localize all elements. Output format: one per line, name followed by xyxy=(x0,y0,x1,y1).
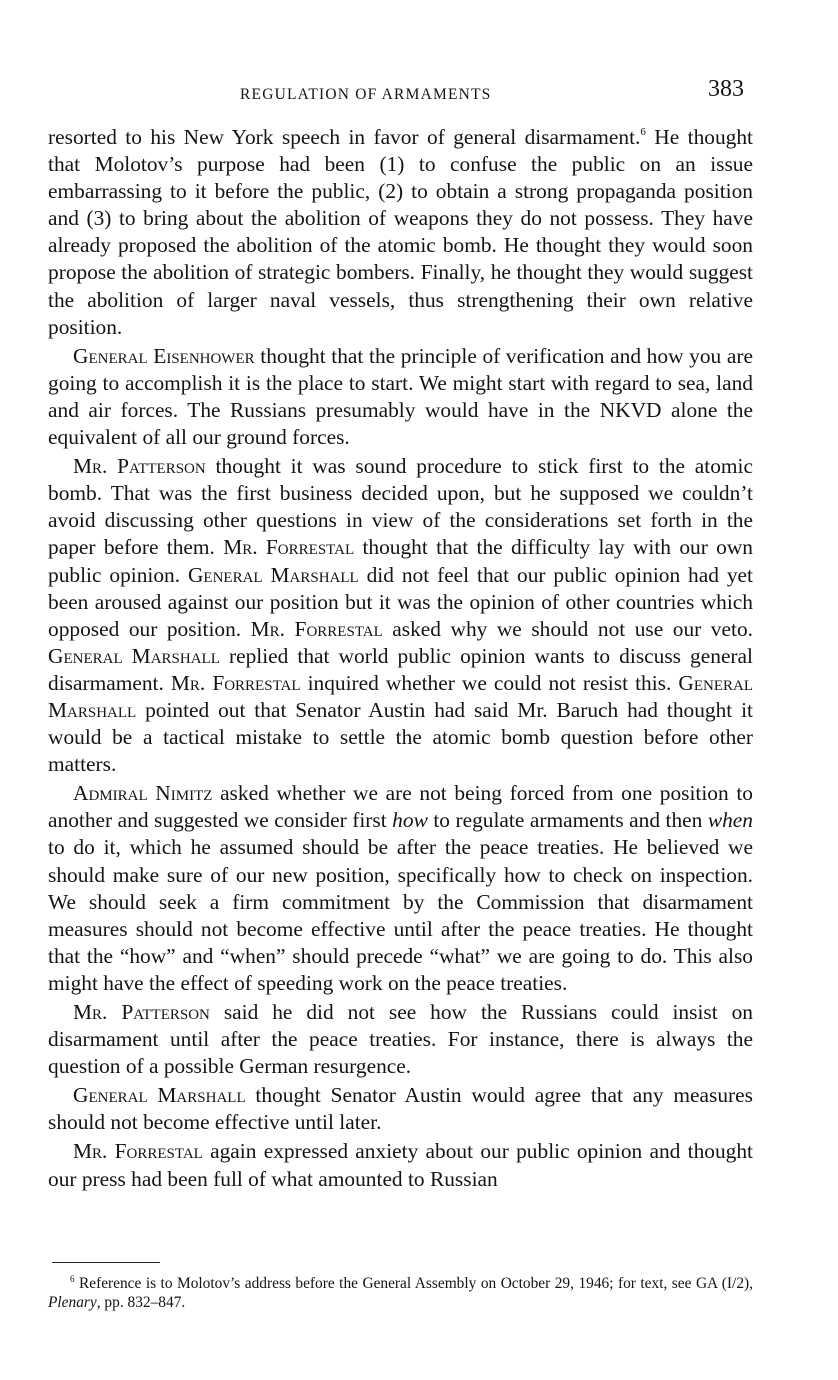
text-run: said he did not see how the Russians could insist on disarmament until after the peace treaties. For instance, there is always the question of a possible German resurgence. xyxy=(48,1000,753,1079)
footnote-marker: 6 xyxy=(70,1274,75,1284)
speaker-name: General Marshall xyxy=(48,643,220,668)
text-run: , pp. 832–847. xyxy=(96,1294,186,1311)
speaker-name: General Marshall xyxy=(48,670,753,722)
page-number: 383 xyxy=(708,76,744,102)
italic-text: Plenary xyxy=(48,1294,97,1311)
text-run: Reference is to Molotov’s address before the General Assembly on October 29, 1946; for text, see GA (I/2), xyxy=(74,1275,753,1292)
text-run: He thought that Molotov’s purpose had been (1) to confuse the public on an issue embarrassing to it before the public, (2) to obtain a strong propaganda position and (3) to bring about the abolition of weapons they do not possess. They have already proposed the abolition of the atomic bomb. He thought they would soon propose the abolition of strategic bombers. Finally, he thought they would suggest the abolition of larger naval vessels, thus strengthening their own relative position. xyxy=(48,125,753,339)
speaker-name: General Eisenhower xyxy=(73,343,255,368)
text-run: asked why we should not use our veto. xyxy=(382,616,753,641)
italic-text: how xyxy=(392,808,428,833)
paragraph xyxy=(48,780,753,997)
paragraph xyxy=(48,453,753,778)
text-run: thought that the principle of verification and how you are going to accomplish it is the place to start. We might start with regard to sea, land and air forces. The Russians presumably would have in the NKVD alone the equivalent of all our ground forces. xyxy=(48,343,753,450)
paragraph xyxy=(48,124,753,341)
speaker-name: Mr. Patterson xyxy=(73,1000,210,1024)
text-run: thought it was sound procedure to stick first to the atomic bomb. That was the first business decided upon, but he supposed we couldn’t avoid discussing other questions in view of the considerations set forth in the paper before them. xyxy=(48,454,753,560)
text-run: to regulate armaments and then xyxy=(427,808,708,833)
text-run: thought that the difficulty lay with our own public opinion. xyxy=(48,535,754,587)
text-run: did not feel that our public opinion had yet been aroused against our position but it was the opinion of other countries which opposed our position. xyxy=(48,562,753,641)
paragraph xyxy=(48,343,753,451)
speaker-name: General Marshall xyxy=(187,562,359,587)
speaker-name: Mr. Patterson xyxy=(73,454,206,479)
speaker-name: Mr. Forrestal xyxy=(73,1139,203,1164)
running-head xyxy=(0,76,838,112)
speaker-name: Mr. Forrestal xyxy=(170,670,301,695)
text-run: resorted to his New York speech in favor of general disarmament. xyxy=(48,125,641,149)
footnote xyxy=(48,1274,753,1312)
footnote-divider xyxy=(52,1262,160,1263)
speaker-name: Mr. Forrestal xyxy=(250,616,383,641)
text-run: again expressed anxiety about our public opinion and thought our press had been full of what amounted to Russian xyxy=(48,1139,753,1191)
text-run: asked whether we are not being forced from one position to another and suggested we consider first xyxy=(48,781,753,833)
body-text xyxy=(48,124,753,1195)
text-run: inquired whether we could not resist this. xyxy=(300,670,679,695)
text-run: pointed out that Senator Austin had said Mr. Baruch had thought it would be a tactical mistake to settle the atomic bomb question before other matters. xyxy=(48,697,753,777)
running-title: REGULATION OF ARMAMENTS xyxy=(240,86,492,103)
italic-text: when xyxy=(707,808,753,833)
text-run: thought Senator Austin would agree that any measures should not become effective until later. xyxy=(48,1083,753,1135)
paragraph xyxy=(48,999,753,1080)
paragraph xyxy=(48,1082,753,1136)
paragraph xyxy=(48,1138,753,1192)
text-run: replied that world public opinion wants to discuss general disarmament. xyxy=(48,643,753,695)
speaker-name: Admiral Nimitz xyxy=(73,781,213,806)
text-run: to do it, which he assumed should be after the peace treaties. He believed we should make sure of our new position, specifically how to check on inspection. We should seek a firm commitment by the Commission that disarmament measures should not become effective until after the peace treaties. He thought that the “how” and “when” should precede “what” we are going to do. This also might have the effect of speeding work on the peace treaties. xyxy=(48,835,753,995)
speaker-name: Mr. Forrestal xyxy=(223,535,355,560)
footnote-marker: 6 xyxy=(640,126,646,138)
speaker-name: General Marshall xyxy=(73,1083,246,1108)
